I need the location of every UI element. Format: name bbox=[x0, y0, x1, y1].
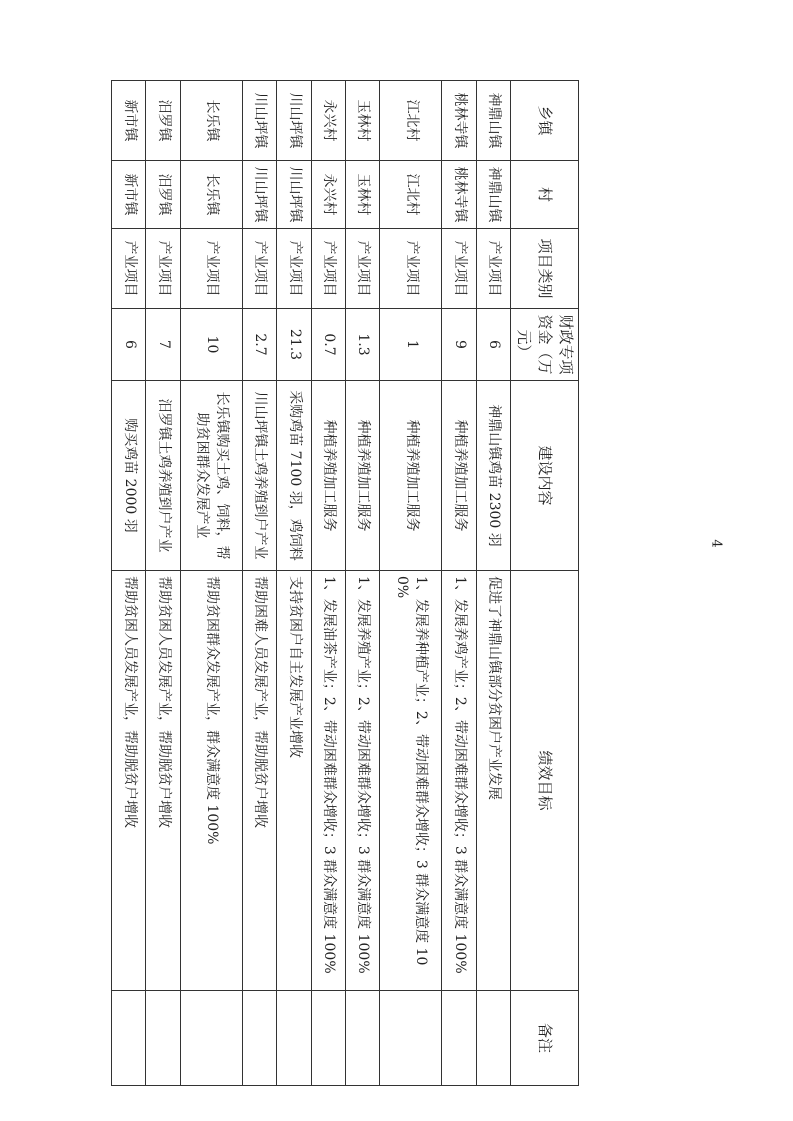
cell-town: 新市镇 bbox=[112, 81, 147, 161]
cell-content: 采购鸡苗 7100 羽，鸡饲料 bbox=[277, 381, 311, 571]
cell-town: 川山坪镇 bbox=[277, 81, 311, 161]
cell-town: 神鼎山镇 bbox=[476, 81, 510, 161]
cell-village: 永兴村 bbox=[311, 161, 345, 229]
cell-category: 产业项目 bbox=[442, 229, 476, 309]
header-category: 项目类别 bbox=[511, 229, 579, 309]
cell-funds: 1.3 bbox=[345, 309, 379, 381]
cell-category: 产业项目 bbox=[112, 229, 147, 309]
cell-content: 种植养殖加工服务 bbox=[345, 381, 379, 571]
cell-funds: 0.7 bbox=[311, 309, 345, 381]
cell-goal: 支持贫困户自主发展产业增收 bbox=[277, 571, 311, 991]
cell-note bbox=[180, 991, 242, 1086]
header-funds: 财政专项资金（万元） bbox=[511, 309, 579, 381]
cell-goal: 帮助困难人员发展产业，帮助脱贫户增收 bbox=[242, 571, 276, 991]
cell-note bbox=[442, 991, 476, 1086]
page-number: 4 bbox=[708, 539, 724, 548]
cell-content: 川山坪镇土鸡养殖到户产业 bbox=[242, 381, 276, 571]
cell-town: 汨罗镇 bbox=[146, 81, 180, 161]
table-row bbox=[442, 81, 476, 1086]
cell-funds: 6 bbox=[112, 309, 147, 381]
header-content: 建设内容 bbox=[511, 381, 579, 571]
table-row bbox=[476, 81, 510, 1086]
cell-category: 产业项目 bbox=[380, 229, 442, 309]
cell-town: 永兴村 bbox=[311, 81, 345, 161]
cell-content: 长乐镇购买土鸡、饲料，帮助贫困群众发展产业 bbox=[180, 381, 242, 571]
cell-goal: 帮助贫困群众发展产业，群众满意度 100% bbox=[180, 571, 242, 991]
table-row bbox=[180, 81, 242, 1086]
header-goal: 绩效目标 bbox=[511, 571, 579, 991]
cell-content: 神鼎山镇鸡苗 2300 羽 bbox=[476, 381, 510, 571]
cell-funds: 7 bbox=[146, 309, 180, 381]
header-village: 村 bbox=[511, 161, 579, 229]
cell-note bbox=[112, 991, 147, 1086]
cell-village: 川山坪镇 bbox=[242, 161, 276, 229]
cell-funds: 9 bbox=[442, 309, 476, 381]
cell-category: 产业项目 bbox=[146, 229, 180, 309]
cell-category: 产业项目 bbox=[476, 229, 510, 309]
header-note: 备注 bbox=[511, 991, 579, 1086]
project-table bbox=[111, 80, 579, 1086]
cell-village: 川山坪镇 bbox=[277, 161, 311, 229]
cell-category: 产业项目 bbox=[180, 229, 242, 309]
cell-funds: 1 bbox=[380, 309, 442, 381]
cell-village: 桃林寺镇 bbox=[442, 161, 476, 229]
cell-funds: 10 bbox=[180, 309, 242, 381]
cell-content: 种植养殖加工服务 bbox=[442, 381, 476, 571]
cell-goal: 1、发展养鸡产业；2、带动困难群众增收；3 群众满意度 100% bbox=[442, 571, 476, 991]
table-header-row bbox=[511, 81, 579, 1086]
cell-category: 产业项目 bbox=[242, 229, 276, 309]
cell-goal: 帮助贫困人员发展产业，帮助脱贫户增收 bbox=[146, 571, 180, 991]
cell-note bbox=[380, 991, 442, 1086]
table-row bbox=[277, 81, 311, 1086]
cell-town: 桃林寺镇 bbox=[442, 81, 476, 161]
cell-content: 种植养殖加工服务 bbox=[380, 381, 442, 571]
cell-note bbox=[345, 991, 379, 1086]
cell-village: 新市镇 bbox=[112, 161, 147, 229]
cell-village: 玉林村 bbox=[345, 161, 379, 229]
cell-goal: 帮助贫困人员发展产业，帮助脱贫户增收 bbox=[112, 571, 147, 991]
cell-content: 种植养殖加工服务 bbox=[311, 381, 345, 571]
table-row bbox=[112, 81, 147, 1086]
cell-town: 玉林村 bbox=[345, 81, 379, 161]
cell-goal: 1、发展油茶产业；2、带动困难群众增收；3 群众满意度 100% bbox=[311, 571, 345, 991]
cell-goal: 1、发展养殖产业；2、带动困难群众增收；3 群众满意度 100% bbox=[345, 571, 379, 991]
table-row bbox=[380, 81, 442, 1086]
cell-funds: 2.7 bbox=[242, 309, 276, 381]
cell-goal: 1、发展养种植产业；2、带动困难群众增收；3 群众满意度 100% bbox=[380, 571, 442, 991]
cell-note bbox=[277, 991, 311, 1086]
cell-content: 购买鸡苗 2000 羽 bbox=[112, 381, 147, 571]
cell-village: 神鼎山镇 bbox=[476, 161, 510, 229]
cell-category: 产业项目 bbox=[345, 229, 379, 309]
header-town: 乡镇 bbox=[511, 81, 579, 161]
cell-town: 川山坪镇 bbox=[242, 81, 276, 161]
cell-category: 产业项目 bbox=[311, 229, 345, 309]
cell-note bbox=[146, 991, 180, 1086]
cell-content: 汨罗镇土鸡养殖到户产业 bbox=[146, 381, 180, 571]
cell-funds: 6 bbox=[476, 309, 510, 381]
cell-village: 长乐镇 bbox=[180, 161, 242, 229]
cell-town: 江北村 bbox=[380, 81, 442, 161]
table-row bbox=[242, 81, 276, 1086]
cell-note bbox=[476, 991, 510, 1086]
table-row bbox=[345, 81, 379, 1086]
table-row bbox=[311, 81, 345, 1086]
cell-village: 汨罗镇 bbox=[146, 161, 180, 229]
cell-town: 长乐镇 bbox=[180, 81, 242, 161]
cell-goal: 促进了神鼎山镇部分贫困户产业发展 bbox=[476, 571, 510, 991]
table-row bbox=[146, 81, 180, 1086]
cell-category: 产业项目 bbox=[277, 229, 311, 309]
cell-funds: 21.3 bbox=[277, 309, 311, 381]
cell-village: 江北村 bbox=[380, 161, 442, 229]
cell-note bbox=[311, 991, 345, 1086]
cell-note bbox=[242, 991, 276, 1086]
